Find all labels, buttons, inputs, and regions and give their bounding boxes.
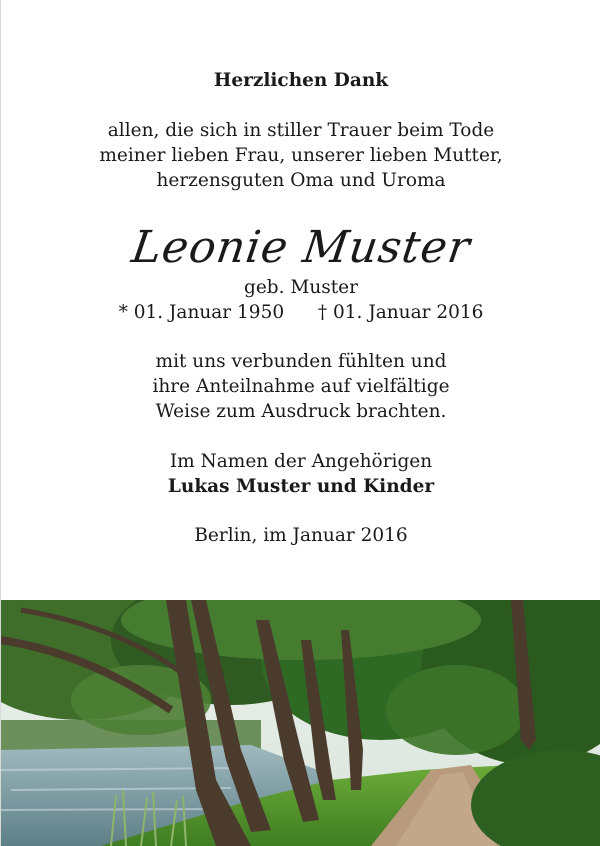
- intro-line-3: herzensguten Oma und Uroma: [156, 170, 446, 191]
- on-behalf: Im Namen der Angehörigen: [169, 451, 433, 472]
- body-line-2: ihre Anteilnahme auf vielfältige: [152, 376, 450, 397]
- life-dates: [1, 301, 600, 325]
- body-line-1: mit uns verbunden fühlten und: [155, 351, 447, 372]
- birth-date: * 01. Januar 1950: [118, 302, 285, 323]
- place-date: Berlin, im Januar 2016: [194, 525, 408, 546]
- intro-line-1: allen, die sich in stiller Trauer beim Tode: [107, 120, 495, 141]
- card-text-block: [1, 0, 600, 600]
- forest-lake-photo: [1, 600, 600, 846]
- intro-line-2: meiner lieben Frau, unserer lieben Mutter,: [99, 145, 503, 166]
- forest-path-image: [1, 600, 600, 846]
- body-line-3: Weise zum Ausdruck brachten.: [155, 401, 447, 422]
- maiden-name: geb. Muster: [244, 277, 358, 298]
- death-date: † 01. Januar 2016: [317, 302, 484, 323]
- deceased-name: Leonie Muster: [128, 222, 474, 273]
- heading: Herzlichen Dank: [213, 70, 389, 91]
- signature: Lukas Muster und Kinder: [167, 476, 435, 497]
